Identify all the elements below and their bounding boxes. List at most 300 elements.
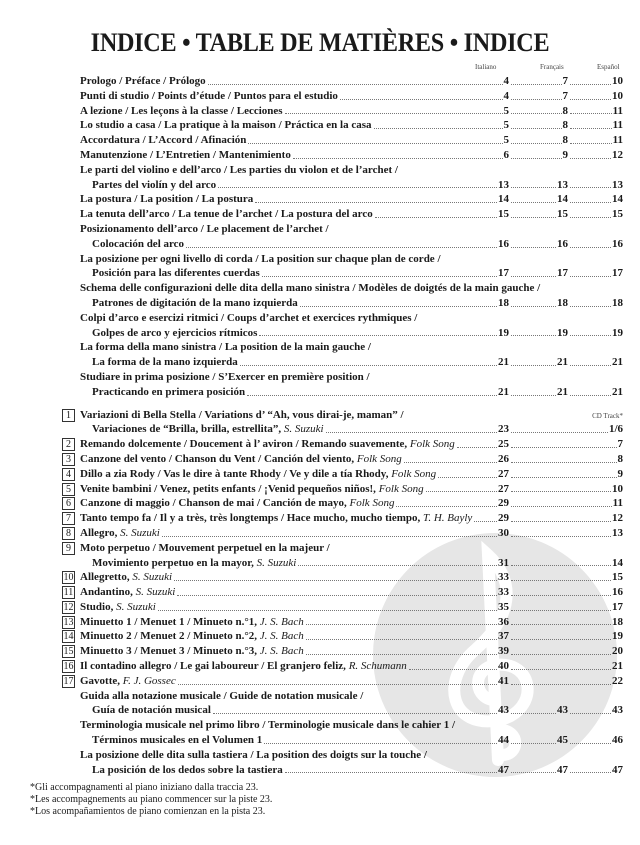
entry-text: Manutenzione / L’Entretien / Mantenimiento xyxy=(80,148,291,161)
dot-leader xyxy=(511,365,556,366)
entry-title xyxy=(80,585,175,600)
toc-entry xyxy=(66,496,623,511)
page-number: 21 xyxy=(612,660,623,673)
toc-line xyxy=(80,370,623,385)
toc-line xyxy=(80,311,623,326)
toc-line xyxy=(80,281,623,296)
section-gap xyxy=(80,400,623,408)
page-number-cell xyxy=(568,74,623,89)
page-number: 10 xyxy=(612,482,623,495)
page-number-cell xyxy=(509,674,623,689)
entry-title xyxy=(80,370,370,385)
toc-line xyxy=(80,148,623,163)
entry-title xyxy=(80,674,176,689)
entry-title xyxy=(80,541,330,556)
page-italiano: 14 xyxy=(498,193,509,206)
page-italiano: 44 xyxy=(498,734,509,747)
toc-entry xyxy=(66,437,623,452)
page-number-cell xyxy=(509,148,568,163)
page-number: 10 xyxy=(612,89,623,102)
entry-text: Terminologia musicale nel primo libro / Terminologie musicale dans le cahier 1 / xyxy=(80,719,456,732)
dot-leader xyxy=(248,143,502,144)
entry-title xyxy=(80,718,455,733)
page-number: 26 xyxy=(498,452,509,465)
entry-text: Allegretto, xyxy=(80,571,133,584)
entry-title xyxy=(80,118,372,133)
page-number: 21 xyxy=(557,385,568,398)
toc-line xyxy=(63,644,623,659)
page-number: 43 xyxy=(557,704,568,717)
toc-line xyxy=(80,237,623,252)
page-number-cell xyxy=(509,237,568,252)
toc-line xyxy=(80,340,623,355)
toc-entry xyxy=(80,89,623,104)
entry-title xyxy=(80,437,455,452)
page-number: 31 xyxy=(498,556,509,569)
toc-entry xyxy=(80,207,623,222)
entry-text: Colpi d’arco e esercizi ritmici / Coups d’archet et exercices rythmiques / xyxy=(80,311,418,324)
page-italiano: 17 xyxy=(498,267,509,280)
toc-entry xyxy=(80,281,623,311)
page-number-cell xyxy=(568,118,623,133)
dot-leader xyxy=(264,743,497,744)
toc-line xyxy=(80,118,623,133)
page-number-cell xyxy=(568,326,623,341)
toc-line xyxy=(63,570,623,585)
entry-text: Andantino, xyxy=(80,586,136,599)
page-number-cell xyxy=(568,89,623,104)
entry-title xyxy=(80,207,373,222)
page-number: 8 xyxy=(562,134,568,147)
toc-entry xyxy=(80,252,623,282)
toc-entry xyxy=(80,192,623,207)
dot-leader xyxy=(511,306,556,307)
entry-title xyxy=(80,266,260,281)
toc-entry xyxy=(66,526,623,541)
page-number: 46 xyxy=(612,734,623,747)
toc-entry xyxy=(66,482,623,497)
dot-leader xyxy=(511,684,611,685)
entry-title xyxy=(80,556,296,571)
page-number-cell xyxy=(568,178,623,193)
dot-leader xyxy=(570,99,611,100)
entry-title xyxy=(80,703,211,718)
dot-leader xyxy=(570,128,612,129)
entry-title xyxy=(80,482,424,497)
toc-line xyxy=(66,541,623,556)
page-number-cell xyxy=(509,296,568,311)
toc-line xyxy=(80,163,623,178)
toc-line xyxy=(63,600,623,615)
track-number-box: 3 xyxy=(62,453,75,466)
page-number-cell xyxy=(509,733,568,748)
entry-title xyxy=(80,296,298,311)
page-number: 16 xyxy=(557,237,568,250)
column-header-francais: Français xyxy=(540,63,564,71)
page-number: 36 xyxy=(498,615,509,628)
page-number: 33 xyxy=(498,571,509,584)
page-number-cell xyxy=(509,629,623,644)
entry-text: Minuetto 3 / Menuet 3 / Minueto n.°3, xyxy=(80,645,260,658)
dot-leader xyxy=(293,158,503,159)
entry-text: La forma de la mano izquierda xyxy=(92,356,238,369)
dot-leader xyxy=(511,99,562,100)
page-number: 17 xyxy=(612,267,623,280)
toc-entry xyxy=(66,408,623,438)
dot-leader xyxy=(570,84,611,85)
page-number: 7 xyxy=(562,89,568,102)
entry-title xyxy=(80,422,324,437)
entry-title xyxy=(80,600,156,615)
dot-leader xyxy=(511,624,611,625)
page-number-cell xyxy=(509,89,568,104)
composer: J. S. Bach xyxy=(259,645,304,658)
page-number: 8 xyxy=(617,452,623,465)
dot-leader xyxy=(570,202,611,203)
page-number: 7 xyxy=(617,438,623,451)
table-of-contents xyxy=(63,74,623,777)
entry-title xyxy=(80,733,262,748)
page-number-cell xyxy=(509,496,623,511)
toc-entry xyxy=(80,118,623,133)
page-number: 8 xyxy=(562,104,568,117)
page-number-cell xyxy=(509,703,568,718)
footnote: *Gli accompagnamenti al piano iniziano dalla traccia 23. xyxy=(30,782,259,793)
track-number-box: 17 xyxy=(63,675,74,687)
dot-leader xyxy=(255,202,497,203)
dot-leader xyxy=(511,128,562,129)
track-number-box: 1 xyxy=(62,409,75,422)
entry-text: Partes del violín y del arco xyxy=(92,178,217,191)
composer: Folk Song xyxy=(391,467,437,480)
toc-line xyxy=(66,452,623,467)
toc-line xyxy=(63,585,623,600)
page-number-cell xyxy=(509,118,568,133)
toc-line xyxy=(66,482,623,497)
track-number-box: 10 xyxy=(63,572,74,584)
toc-line xyxy=(66,437,623,452)
footnote: *Los acompañamientos de piano comienzan en la pista 23. xyxy=(30,806,266,817)
page-number: 39 xyxy=(498,645,509,658)
dot-leader xyxy=(213,713,497,714)
dot-leader xyxy=(306,639,497,640)
page-number: 9 xyxy=(617,467,623,480)
page-number-cell xyxy=(509,600,623,615)
toc-entry xyxy=(80,340,623,370)
toc-line xyxy=(80,89,623,104)
page-italiano: 13 xyxy=(498,178,509,191)
entry-text: La posizione per ogni livello di corda / La position sur chaque plan de corde / xyxy=(80,252,441,265)
entry-text: Golpes de arco y ejercicios rítmicos xyxy=(92,326,258,339)
toc-entry xyxy=(66,452,623,467)
dot-leader xyxy=(306,654,497,655)
page-title: INDICE • TABLE DE MATIÈRES • INDICE xyxy=(90,28,550,57)
page-number-cell xyxy=(509,763,568,778)
entry-title xyxy=(80,452,402,467)
composer: Folk Song xyxy=(409,438,455,451)
entry-title xyxy=(80,615,304,630)
dot-leader xyxy=(511,669,611,670)
toc-line xyxy=(80,266,623,281)
page-number-cell xyxy=(568,355,623,370)
page-number: 43 xyxy=(612,704,623,717)
toc-line xyxy=(66,467,623,482)
entry-text: Movimiento perpetuo en la mayor, xyxy=(92,556,257,569)
page-number: 20 xyxy=(612,645,623,658)
dot-leader xyxy=(511,743,556,744)
entry-text: La postura / La position / La postura xyxy=(80,193,254,206)
entry-text: Minuetto 2 / Menuet 2 / Minueto n.°2, xyxy=(80,630,260,643)
track-number-box: 5 xyxy=(62,483,75,496)
composer: S. Suzuki xyxy=(132,571,173,584)
toc-entry xyxy=(80,689,623,719)
page-number: 11 xyxy=(612,497,623,510)
entry-title xyxy=(80,763,283,778)
entry-title xyxy=(80,148,291,163)
toc-entry xyxy=(63,674,623,689)
dot-leader xyxy=(511,639,611,640)
page-number: 40 xyxy=(498,660,509,673)
page-italiano: 16 xyxy=(498,237,509,250)
page-italiano: 5 xyxy=(503,104,509,117)
toc-entry xyxy=(63,615,623,630)
page-number-cell xyxy=(568,192,623,207)
dot-leader xyxy=(511,217,556,218)
toc-line xyxy=(80,763,623,778)
page-number-cell xyxy=(509,452,623,467)
page-number-cell xyxy=(509,585,623,600)
dot-leader xyxy=(511,506,612,507)
page-number-cell xyxy=(509,178,568,193)
entry-text: Variaciones de “Brilla, brilla, estrellita”, xyxy=(92,423,284,436)
page-italiano: 5 xyxy=(503,119,509,132)
dot-leader xyxy=(570,113,612,114)
entry-text: La forma della mano sinistra / La position de la main gauche / xyxy=(80,341,371,354)
footnote: *Les accompagnements au piano commencer sur la piste 23. xyxy=(30,794,273,805)
dot-leader xyxy=(247,395,497,396)
entry-title xyxy=(80,496,394,511)
entry-title xyxy=(80,281,540,296)
entry-title xyxy=(80,511,472,526)
page-number: 37 xyxy=(498,630,509,643)
page-number: 30 xyxy=(498,526,509,539)
page-number: 13 xyxy=(557,178,568,191)
page-number: 47 xyxy=(557,763,568,776)
toc-entry xyxy=(66,511,623,526)
page-number: 47 xyxy=(612,763,623,776)
page-number-cell xyxy=(568,296,623,311)
toc-entry xyxy=(80,370,623,400)
entry-title xyxy=(80,385,245,400)
page-number: 16 xyxy=(612,586,623,599)
dot-leader xyxy=(511,536,611,537)
page-number: 14 xyxy=(612,193,623,206)
entry-title xyxy=(80,629,304,644)
dot-leader xyxy=(409,669,497,670)
page-number-cell xyxy=(568,148,623,163)
entry-text: Canzone del vento / Chanson du Vent / Canción del viento, xyxy=(80,452,357,465)
page-number-cell xyxy=(509,659,623,674)
page-number-cell xyxy=(509,437,623,452)
composer: R. Schumann xyxy=(348,660,407,673)
page-number: 19 xyxy=(557,326,568,339)
page-number: 25 xyxy=(498,438,509,451)
track-number-box: 4 xyxy=(62,468,75,481)
dot-leader xyxy=(511,395,556,396)
entry-title xyxy=(80,326,257,341)
page-number-cell xyxy=(509,355,568,370)
page-number-cell xyxy=(568,385,623,400)
entry-title xyxy=(80,178,216,193)
dot-leader xyxy=(298,565,497,566)
page-number: 41 xyxy=(498,674,509,687)
page-number-cell xyxy=(509,422,623,437)
entry-title xyxy=(80,689,363,704)
toc-line xyxy=(63,659,623,674)
page-italiano: 6 xyxy=(503,148,509,161)
page-italiano: 21 xyxy=(498,385,509,398)
dot-leader xyxy=(511,477,617,478)
toc-entry xyxy=(63,585,623,600)
dot-leader xyxy=(511,247,556,248)
toc-entry xyxy=(63,570,623,585)
toc-line xyxy=(80,192,623,207)
dot-leader xyxy=(340,99,503,100)
entry-title xyxy=(80,311,417,326)
entry-text: Allegro, xyxy=(80,526,121,539)
column-header-italiano: Italiano xyxy=(475,63,497,71)
page-number-cell xyxy=(568,104,623,119)
toc-entry xyxy=(66,467,623,482)
page-number: 29 xyxy=(498,512,509,525)
page-italiano: 18 xyxy=(498,296,509,309)
entry-text: Tanto tempo fa / Il y a très, très longtemps / Hace mucho, mucho tiempo, xyxy=(80,512,424,525)
entry-text: Patrones de digitación de la mano izquierda xyxy=(92,296,298,309)
entry-text: Prologo / Préface / Prólogo xyxy=(80,75,206,87)
toc-line xyxy=(80,355,623,370)
dot-leader xyxy=(511,491,611,492)
page-number: 21 xyxy=(557,356,568,369)
page-number: 19 xyxy=(612,630,623,643)
page-number: 17 xyxy=(557,267,568,280)
page-number-cell xyxy=(568,207,623,222)
page-number-cell xyxy=(568,733,623,748)
dot-leader xyxy=(218,187,497,188)
dot-leader xyxy=(511,276,556,277)
page-number: 11 xyxy=(612,119,623,132)
page-number: 18 xyxy=(612,615,623,628)
dot-leader xyxy=(511,772,556,773)
dot-leader xyxy=(570,395,611,396)
dot-leader xyxy=(511,610,611,611)
page-italiano: 43 xyxy=(498,704,509,717)
dot-leader xyxy=(326,432,497,433)
composer: J. S. Bach xyxy=(259,615,304,628)
page-number: 23 xyxy=(498,423,509,436)
dot-leader xyxy=(162,536,497,537)
entry-text: Studiare in prima posizione / S’Exercer en première position / xyxy=(80,370,370,383)
page-number: 15 xyxy=(612,208,623,221)
entry-title xyxy=(80,89,338,104)
page-number-cell xyxy=(509,266,568,281)
page-number: 12 xyxy=(612,148,623,161)
page-number: 19 xyxy=(612,326,623,339)
cd-track-header: CD Track* xyxy=(592,411,623,420)
page-italiano: 21 xyxy=(498,356,509,369)
entry-text: Guida alla notazione musicale / Guide de notation musicale / xyxy=(80,689,364,702)
page-italiano: 4 xyxy=(503,75,509,87)
dot-leader xyxy=(178,684,497,685)
toc-entry xyxy=(63,629,623,644)
dot-leader xyxy=(262,276,497,277)
page-number: 11 xyxy=(612,134,623,147)
entry-title xyxy=(80,748,427,763)
page-number: 12 xyxy=(612,512,623,525)
entry-title xyxy=(80,104,283,119)
toc-entry xyxy=(66,541,623,571)
dot-leader xyxy=(259,335,497,336)
dot-leader xyxy=(285,772,497,773)
dot-leader xyxy=(208,84,503,85)
page-number-cell xyxy=(509,326,568,341)
toc-line xyxy=(80,178,623,193)
toc-line xyxy=(80,326,623,341)
footnotes xyxy=(30,782,272,818)
entry-text: Il contadino allegro / Le gai laboureur / El granjero feliz, xyxy=(80,660,349,673)
page-number: 15 xyxy=(612,571,623,584)
entry-title xyxy=(80,570,172,585)
dot-leader xyxy=(285,113,503,114)
composer: Folk Song xyxy=(349,497,395,510)
track-number-box: 12 xyxy=(63,601,74,613)
page-number: 22 xyxy=(612,674,623,687)
page-number: 15 xyxy=(557,208,568,221)
page-number: 18 xyxy=(612,296,623,309)
entry-title xyxy=(80,659,407,674)
page-number: 29 xyxy=(498,497,509,510)
entry-title xyxy=(80,644,304,659)
dot-leader xyxy=(396,506,497,507)
column-header-espanol: Español xyxy=(597,63,620,71)
dot-leader xyxy=(511,521,611,522)
toc-line xyxy=(80,74,623,89)
dot-leader xyxy=(158,610,497,611)
dot-leader xyxy=(511,432,608,433)
page-number-cell xyxy=(509,104,568,119)
dot-leader xyxy=(177,595,497,596)
toc-entry xyxy=(80,222,623,252)
entry-title xyxy=(80,222,329,237)
dot-leader xyxy=(300,306,497,307)
toc-line xyxy=(80,556,623,571)
page-number-cell xyxy=(509,133,568,148)
composer: S. Suzuki xyxy=(116,600,156,613)
dot-leader xyxy=(511,447,617,448)
dot-leader xyxy=(240,365,497,366)
entry-text: Posizionamento dell’arco / Le placement de l’archet / xyxy=(80,222,329,235)
track-number-box: 6 xyxy=(62,497,75,510)
entry-text: Punti di studio / Points d’étude / Puntos para el estudio xyxy=(80,89,338,102)
track-number-box: 16 xyxy=(63,661,74,673)
page-number: 1/6 xyxy=(608,423,623,436)
dot-leader xyxy=(570,247,611,248)
page-number-cell xyxy=(509,207,568,222)
entry-text: La posición de los dedos sobre la tastiera xyxy=(92,763,283,776)
entry-title xyxy=(80,237,184,252)
dot-leader xyxy=(174,580,497,581)
dot-leader xyxy=(511,113,562,114)
dot-leader xyxy=(570,743,611,744)
